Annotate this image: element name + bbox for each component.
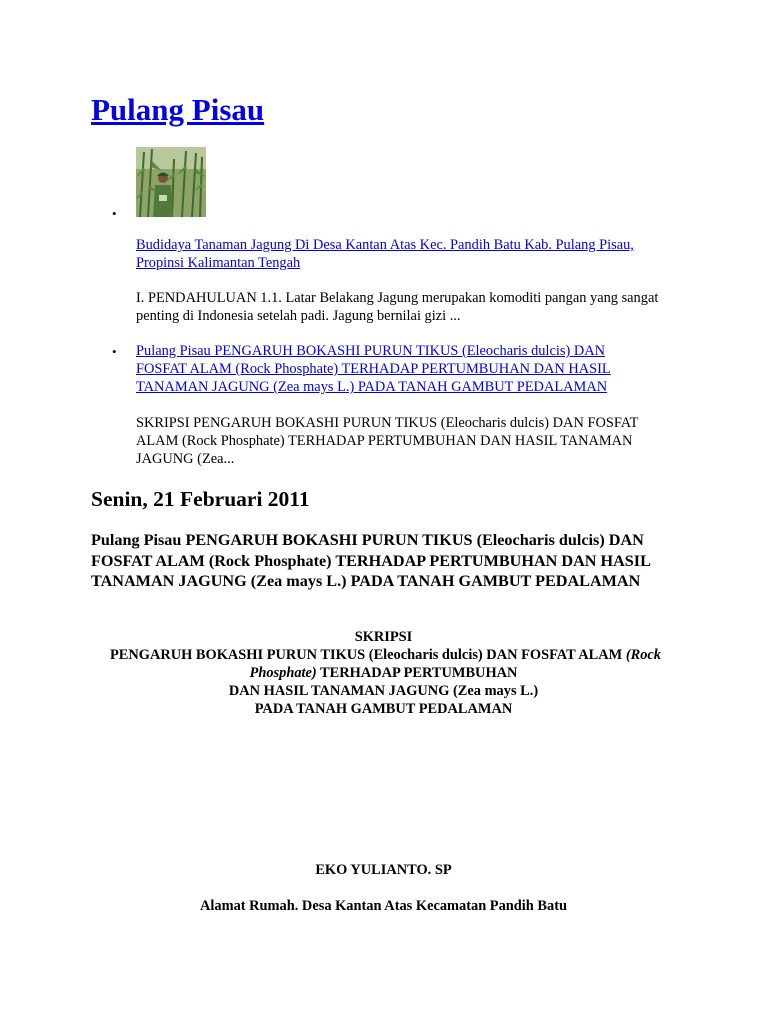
blog-title[interactable] [91, 90, 264, 130]
post-link[interactable] [136, 236, 634, 272]
post-link-line: Pulang Pisau PENGARUH BOKASHI PURUN TIKUS (Eleocharis dulcis) DAN [136, 343, 606, 359]
thesis-title-line [91, 664, 676, 682]
post-link-line: Propinsi Kalimantan Tengah [136, 255, 301, 271]
author-address: Alamat Rumah. Desa Kantan Atas Kecamatan Pandih Batu [200, 898, 567, 914]
post-link[interactable] [136, 342, 611, 396]
skripsi-label: SKRIPSI [354, 629, 413, 645]
thesis-title-text: PENGARUH BOKASHI PURUN TIKUS (Eleocharis dulcis) DAN FOSFAT ALAM [109, 647, 626, 663]
post-snippet: I. PENDAHULUAN 1.1. Latar Belakang Jagung merupakan komoditi pangan yang sangat penting di Indonesia setelah padi. Jagung bernilai gizi ... [136, 290, 659, 324]
list-bullet: • [112, 344, 117, 359]
list-bullet: • [112, 206, 117, 221]
thesis-title-line: DAN HASIL TANAMAN JAGUNG (Zea mays L.) [228, 683, 539, 699]
post-link-line: TANAMAN JAGUNG (Zea mays L.) PADA TANAH GAMBUT PEDALAMAN [136, 379, 608, 395]
thesis-title-line [88, 646, 683, 664]
date-header: Senin, 21 Februari 2011 [91, 487, 310, 511]
thesis-title-text: TERHADAP PERTUMBUHAN [316, 665, 518, 681]
thesis-title-italic: Phosphate) [249, 665, 317, 681]
post-thumbnail[interactable] [136, 147, 206, 217]
blog-title-link[interactable]: Pulang Pisau [91, 92, 265, 127]
author-name: EKO YULIANTO. SP [315, 862, 452, 878]
thesis-title-line: PADA TANAH GAMBUT PEDALAMAN [254, 701, 513, 717]
post-link-line: FOSFAT ALAM (Rock Phosphate) TERHADAP PERTUMBUHAN DAN HASIL [136, 361, 611, 377]
thesis-title-italic: (Rock [625, 647, 661, 663]
post-title: Pulang Pisau PENGARUH BOKASHI PURUN TIKUS (Eleocharis dulcis) DAN FOSFAT ALAM (Rock Phosphate) TERHADAP PERTUMBUHAN DAN HASIL TANAMAN JAGUNG (Zea mays L.) PADA TANAH GAMBUT PEDALAMAN [91, 531, 650, 590]
corn-field-photo-icon [136, 147, 206, 217]
post-link-line: Budidaya Tanaman Jagung Di Desa Kantan Atas Kec. Pandih Batu Kab. Pulang Pisau, [136, 237, 634, 253]
post-snippet: SKRIPSI PENGARUH BOKASHI PURUN TIKUS (Eleocharis dulcis) DAN FOSFAT ALAM (Rock Phosphate) TERHADAP PERTUMBUHAN DAN HASIL TANAMAN JAGUNG (Zea... [136, 415, 639, 467]
